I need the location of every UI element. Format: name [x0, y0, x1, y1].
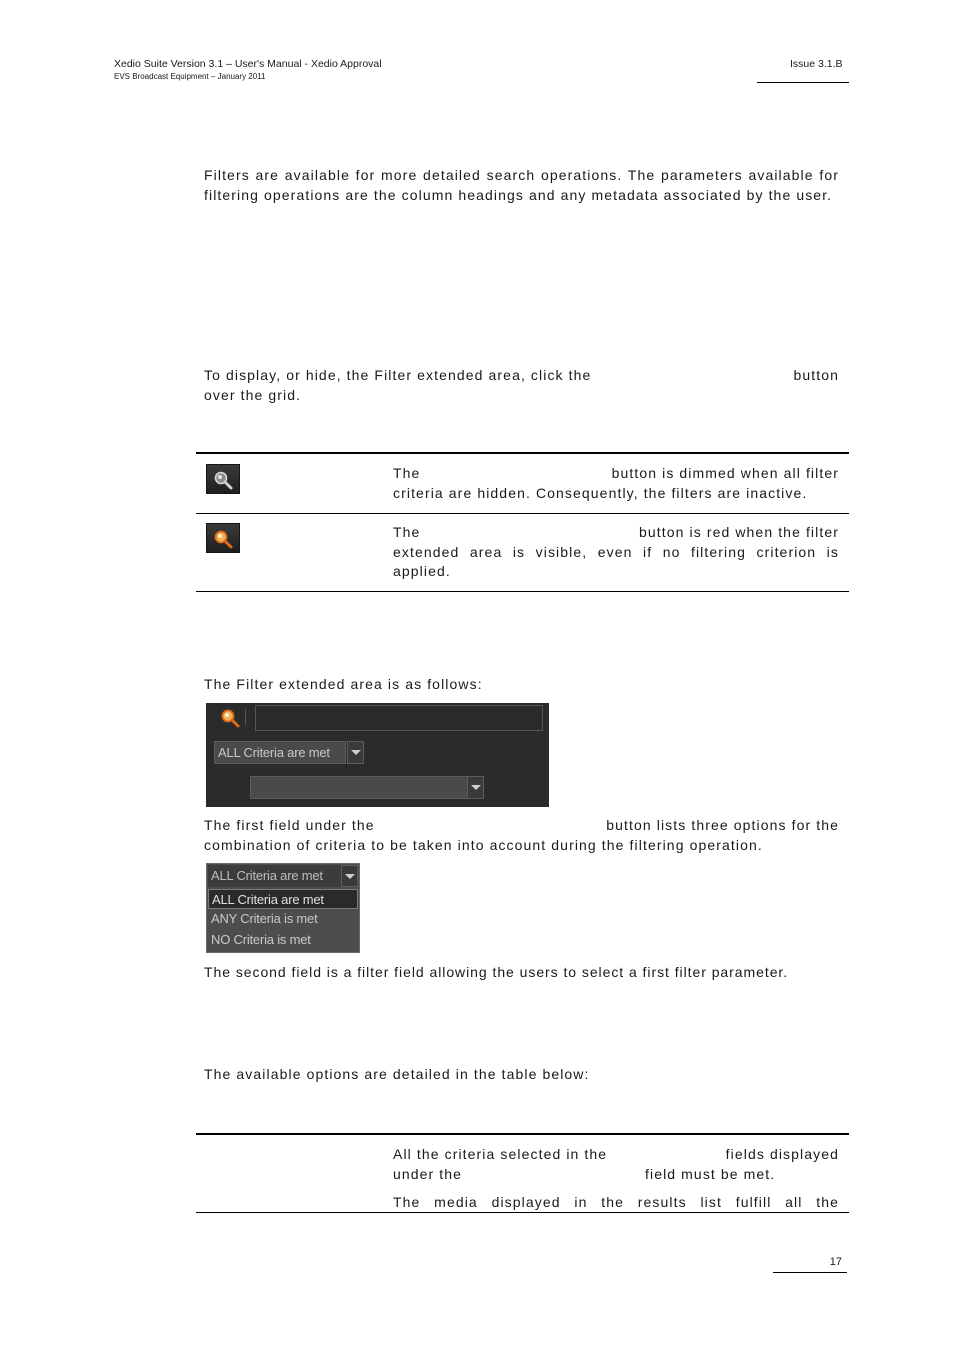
display-filter-paragraph: [204, 366, 839, 405]
table-row-divider: [196, 513, 849, 514]
footer-rule: [773, 1272, 847, 1273]
display-line1-end: button: [793, 367, 839, 383]
option-no-criteria[interactable]: NO Criteria is met: [211, 932, 311, 947]
filter-search-input[interactable]: [255, 705, 543, 731]
table-bottom-rule: [196, 591, 849, 592]
filter-parameter-field[interactable]: [250, 776, 468, 799]
criteria-combo-arrow[interactable]: [347, 741, 364, 764]
filter-parameter-arrow[interactable]: [467, 776, 484, 799]
option-all-criteria[interactable]: ALL Criteria are met: [208, 889, 358, 909]
criteria-dropdown-selected[interactable]: ALL Criteria are met: [208, 865, 341, 887]
table-top-rule: [196, 452, 849, 454]
dimmed-description: [393, 464, 839, 503]
options-row1-line2-start: under the: [393, 1165, 463, 1182]
header-issue: Issue 3.1.B: [790, 58, 843, 70]
filter-extended-area: [206, 703, 549, 807]
criteria-dropdown: [206, 863, 360, 953]
options-table-top-rule: [196, 1133, 849, 1135]
criteria-combo[interactable]: ALL Criteria are met: [214, 741, 346, 764]
first-field-line1-end: button lists three options for the: [606, 817, 839, 833]
header-rule: [757, 82, 849, 83]
page-number: 17: [829, 1256, 842, 1268]
toolbar-separator: [245, 709, 246, 725]
display-line2: over the grid.: [204, 386, 302, 403]
options-intro: The available options are detailed in the table below:: [204, 1066, 590, 1082]
dimmed-line1-start: The: [393, 465, 421, 481]
red-line3: applied.: [393, 563, 451, 579]
red-line2: extended area is visible, even if no filtering criterion is: [393, 543, 839, 560]
header-subtitle: EVS Broadcast Equipment – January 2011: [114, 72, 266, 81]
filter-button-red: [206, 523, 240, 553]
filters-intro-paragraph: Filters are available for more detailed search operations. The parameters available for filtering operations are the column headings and any metadata associated by the user.: [204, 167, 839, 203]
red-line1-end: button is red when the filter: [639, 524, 839, 540]
options-row-2: The media displayed in the results list fulfill all the: [393, 1194, 839, 1210]
options-row1-line1-end: fields displayed: [725, 1146, 839, 1162]
filter-button-dimmed: [206, 464, 240, 494]
first-field-line1-start: The first field under the: [204, 817, 375, 833]
red-line1-start: The: [393, 524, 421, 540]
criteria-dropdown-arrow[interactable]: [341, 865, 358, 887]
options-row1-line1-start: All the criteria selected in the: [393, 1146, 608, 1162]
filter-area-intro: The Filter extended area is as follows:: [204, 676, 483, 692]
magnifier-red-icon[interactable]: [220, 708, 242, 728]
options-row-1: [393, 1145, 839, 1184]
options-row1-line2-end: field must be met.: [645, 1165, 776, 1182]
option-any-criteria[interactable]: ANY Criteria is met: [211, 911, 318, 926]
magnifier-dimmed-icon: [213, 470, 235, 490]
dimmed-line1-end: button is dimmed when all filter: [611, 465, 839, 481]
second-field-paragraph: The second field is a filter field allowing the users to select a first filter parameter.: [204, 964, 789, 980]
dimmed-line2: criteria are hidden. Consequently, the filters are inactive.: [393, 484, 808, 501]
magnifier-red-icon: [213, 529, 235, 549]
display-line1-start: To display, or hide, the Filter extended area, click the: [204, 367, 592, 383]
first-field-line2: combination of criteria to be taken into account during the filtering operation.: [204, 836, 763, 853]
red-description: [393, 523, 839, 582]
first-field-paragraph: [204, 816, 839, 855]
options-table-bottom-rule: [196, 1212, 849, 1213]
header-title: Xedio Suite Version 3.1 – User's Manual - Xedio Approval: [114, 58, 382, 70]
